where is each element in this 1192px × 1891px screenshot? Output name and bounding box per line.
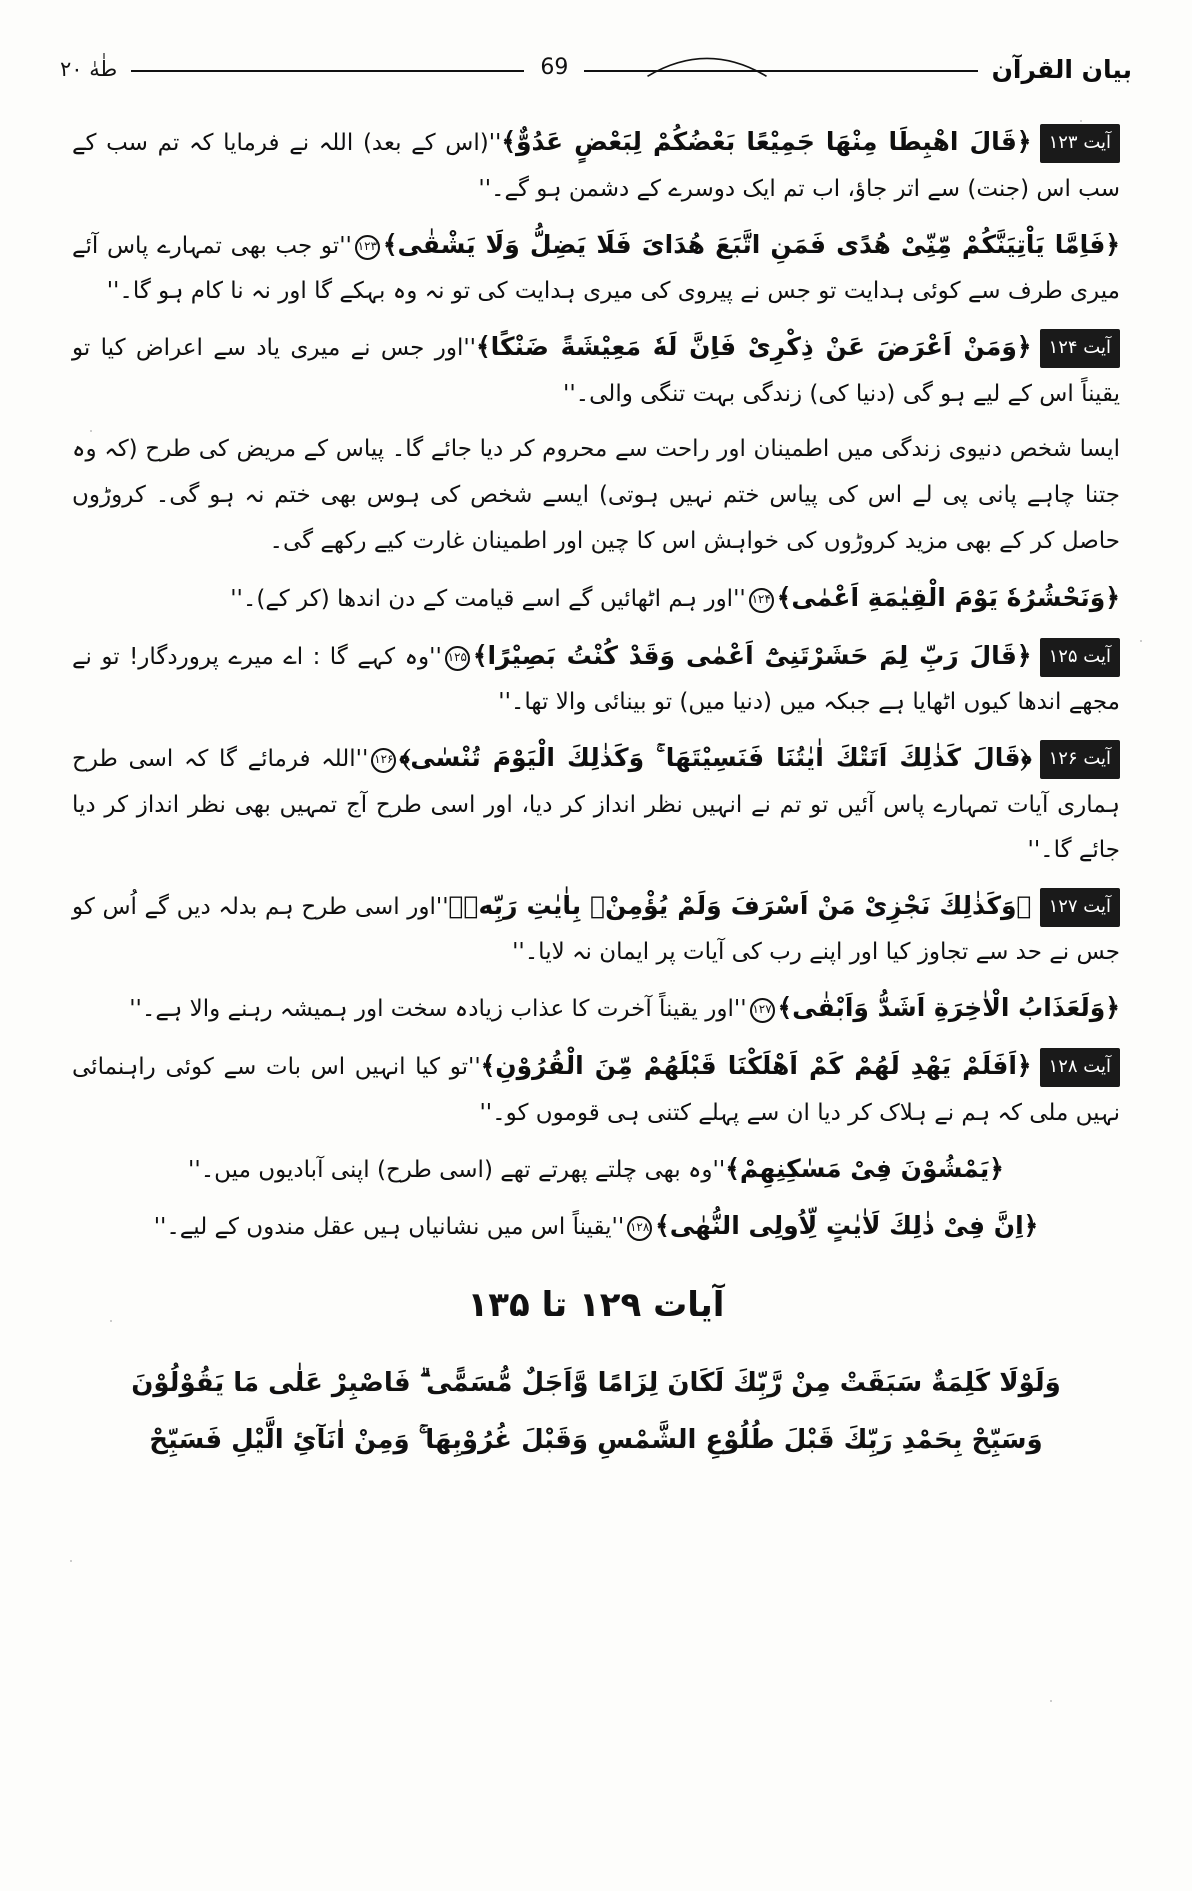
ayah-block [72,882,1120,976]
arabic-text: ﴿وَمَنْ اَعْرَضَ عَنْ ذِكْرِىْ فَاِنَّ لَهٗ مَعِيْشَةً ضَنْكًا﴾ [475,332,1032,362]
ayah-line [72,1042,1120,1136]
scan-speck [110,1320,112,1322]
urdu-translation: ''وہ بھی چلتے پھرتے تھے (اسی طرح) اپنی آبادیوں میں۔'' [188,1156,726,1183]
quran-verse-block [72,1355,1120,1469]
book-title: بيان القرآن [991,54,1132,84]
ayah-tag: آیت ۱۲۵ [1040,638,1120,677]
ayah-tag: آیت ۱۲۶ [1040,740,1120,779]
urdu-translation: ''تو جب بھی تمہارے پاس آئے میری طرف سے کوئی ہدایت تو جس نے پیروی کی میری ہدایت کی تو نہ وہ بہکے گا اور نہ نا کام ہو گا۔'' [72,232,1120,305]
arabic-text: ﴿اِنَّ فِىْ ذٰلِكَ لَاٰيٰتٍ لِّاُولِى النُّهٰى﴾ [655,1211,1039,1241]
ayah-tag: آیت ۱۲۴ [1040,329,1120,368]
scan-speck [70,1560,72,1562]
ayah-block [72,221,1120,315]
urdu-translation: ''اور یقیناً آخرت کا عذاب زیادہ سخت اور ہمیشہ رہنے والا ہے۔'' [129,996,747,1023]
urdu-translation: ''وہ کہے گا : اے میرے پروردگار! تو نے مجھے اندھا کیوں اٹھایا ہے جبکہ میں (دنیا میں) تو بینائی والا تھا۔'' [72,643,1120,716]
urdu-translation: ''اور اسی طرح ہم بدلہ دیں گے اُس کو جس نے حد سے تجاوز کیا اور اپنے رب کی آیات پر ایمان نہ لایا۔'' [72,893,1120,966]
ayah-number-marker: ۱۲۸ [627,1216,652,1241]
ayah-tag: آیت ۱۲۷ [1040,888,1120,927]
header-rule-left [131,70,524,72]
page-number: 69 [540,54,569,80]
ayah-tag: آیت ۱۲۳ [1040,124,1120,163]
ayah-line [72,323,1120,417]
scan-speck [1140,640,1142,642]
ayah-block [72,632,1120,726]
urdu-translation: ''(اس کے بعد) اللہ نے فرمایا کہ تم سب کے سب اس (جنت) سے اتر جاؤ، اب تم ایک دوسرے کے دشمن ہو گے۔'' [72,130,1120,202]
urdu-translation: ''اللہ فرمائے گا کہ اسی طرح ہماری آیات تمہارے پاس آئیں تو تم نے انہیں نظر انداز کر دیا، اور اسی طرح آج تمہیں بھی نظر انداز کر دیا جائے گا۔'' [72,746,1120,863]
quran-verse-line: وَسَبِّحْ بِحَمْدِ رَبِّكَ قَبْلَ طُلُوْعِ الشَّمْسِ وَقَبْلَ غُرُوْبِهَا ۚ وَمِنْ اٰنَآئِ الَّيْلِ فَسَبِّحْ [149,1425,1043,1456]
surah-label: طٰهٰ ۲۰ [60,57,118,81]
ayah-line [72,734,1120,872]
urdu-translation: ''اور ہم اٹھائیں گے اسے قیامت کے دن اندھا (کر کے)۔'' [230,585,746,612]
arabic-text: ﴿وَلَعَذَابُ الْاٰخِرَةِ اَشَدُّ وَاَبْقٰى﴾ [777,993,1120,1023]
commentary-paragraph: ایسا شخص دنیوی زندگی میں اطمینان اور راحت سے محروم کر دیا جائے گا۔ پیاس کے مریض کی طرح (کہ وہ جتنا چاہے پانی پی لے اس کی پیاس ختم نہیں ہوتی) ایسے شخص کی ہوس بھی ختم نہ ہو گی۔ کروڑوں حاصل کر کے بھی مزید کروڑوں کی خواہش اس کا چین اور اطمینان غارت کیے رکھے گی۔ [72,435,1120,554]
arabic-text: ﴿قَالَ كَذٰلِكَ اَتَتْكَ اٰيٰتُنَا فَنَسِيْتَهَا ۚ وَكَذٰلِكَ الْيَوْمَ تُنْسٰى﴾ [399,743,1032,773]
arabic-text: ﴿اَفَلَمْ يَهْدِ لَهُمْ كَمْ اَهْلَكْنَا قَبْلَهُمْ مِّنَ الْقُرُوْنِ﴾ [480,1050,1032,1080]
scan-speck [1080,120,1082,122]
ayah-tag: آیت ۱۲۸ [1040,1048,1120,1087]
arabic-text: ﴿فَاِمَّا يَاْتِيَنَّكُمْ مِّنِّىْ هُدًى فَمَنِ اتَّبَعَ هُدَاىَ فَلَا يَضِلُّ وَلَا يَشْقٰى﴾ [382,229,1120,259]
ayah-line [72,1202,1120,1251]
quran-verse-line: وَلَوْلَا كَلِمَةٌ سَبَقَتْ مِنْ رَّبِّكَ لَكَانَ لِزَامًا وَّاَجَلٌ مُّسَمًّى ۗ فَاصْبِرْ عَلٰى مَا يَقُوْلُوْنَ [131,1368,1061,1398]
urdu-translation: ''تو کیا انہیں اس بات سے کوئی راہنمائی نہیں ملی کہ ہم نے ہلاک کر دیا ان سے پہلے کتنی ہی قوموں کو۔'' [72,1053,1120,1126]
arabic-text: ﴿قَالَ رَبِّ لِمَ حَشَرْتَنِىْٓ اَعْمٰى وَقَدْ كُنْتُ بَصِيْرًا﴾ [472,640,1032,670]
ayah-line [72,1145,1120,1194]
ayah-block [72,574,1120,623]
section-title: آیات ۱۲۹ تا ۱۳۵ [467,1285,725,1325]
ayah-block [72,323,1120,417]
ayah-block [72,118,1120,212]
ayah-number-marker: ۱۲۳ [355,235,380,260]
ayah-line [72,882,1120,976]
ayah-block [72,984,1120,1033]
ayah-block [72,1145,1120,1194]
arabic-text: ﴿وَكَذٰلِكَ نَجْزِىْ مَنْ اَسْرَفَ وَلَمْ يُؤْمِنْۢ بِاٰيٰتِ رَبِّهٖ﴾ [448,890,1032,920]
ayah-number-marker: ۱۲۴ [749,588,774,613]
ayah-number-marker: ۱۲۶ [371,748,396,773]
ayah-line [72,574,1120,623]
ayah-line [72,118,1120,212]
ayah-line [72,984,1120,1033]
commentary-block [72,426,1120,564]
scan-speck [90,430,92,432]
ayah-block [72,1042,1120,1136]
ayah-line [72,221,1120,315]
ayah-block [72,734,1120,872]
arabic-text: ﴿قَالَ اهْبِطَا مِنْهَا جَمِيْعًا بَعْضُكُمْ لِبَعْضٍ عَدُوٌّ﴾ [501,127,1032,156]
scan-speck [1050,1700,1052,1702]
page-header [60,46,1132,92]
ayah-number-marker: ۱۲۵ [445,646,470,671]
urdu-translation: ''اور جس نے میری یاد سے اعراض کیا تو یقیناً اس کے لیے ہو گی (دنیا کی) زندگی بہت تنگی والی۔'' [72,335,1120,407]
arabic-text: ﴿وَنَحْشُرُهٗ يَوْمَ الْقِيٰمَةِ اَعْمٰى﴾ [776,582,1120,612]
urdu-translation: ''یقیناً اس میں نشانیاں ہیں عقل مندوں کے لیے۔'' [153,1214,625,1241]
page-content [72,118,1120,1851]
ayah-number-marker: ۱۲۷ [750,998,775,1023]
ayah-line [72,632,1120,726]
arabic-text: ﴿يَمْشُوْنَ فِىْ مَسٰكِنِهِمْ﴾ [725,1153,1004,1183]
header-rule-right [584,70,977,72]
ayah-block [72,1202,1120,1251]
